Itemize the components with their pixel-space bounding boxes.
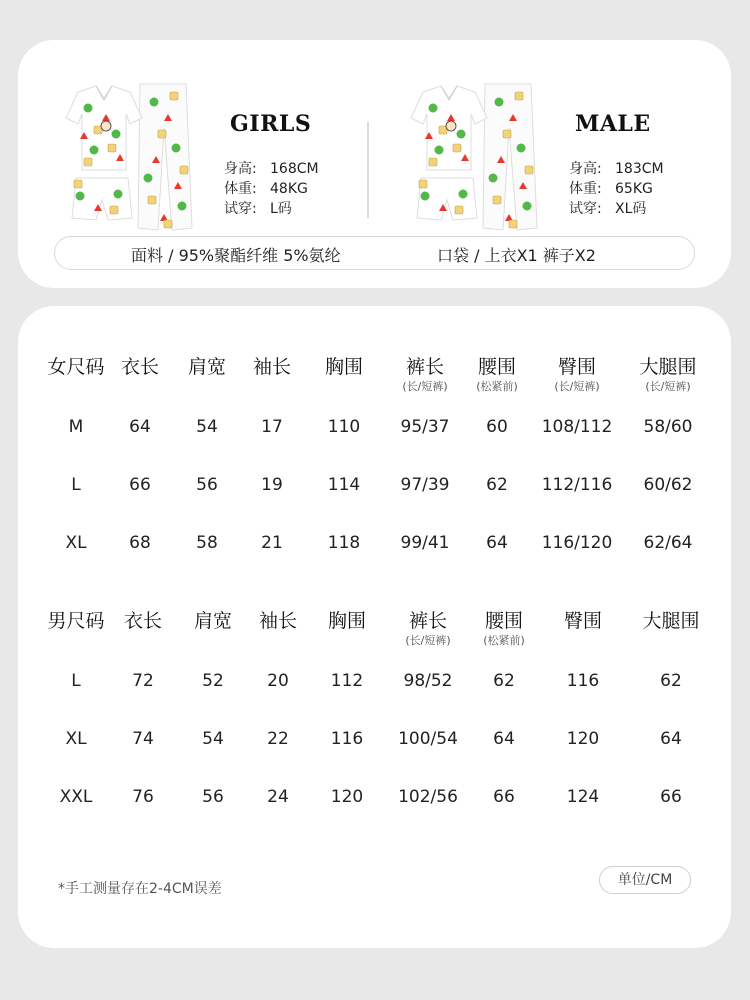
table-cell: 100/54 <box>398 729 458 749</box>
column-header-label: 肩宽 <box>193 610 233 632</box>
pattern-dot <box>90 146 99 155</box>
column-header-label: 臀围 <box>557 356 597 378</box>
pattern-dot <box>144 174 153 183</box>
table-cell: 58 <box>196 533 218 553</box>
pattern-dot <box>84 104 93 113</box>
column-header-label: 裤长 <box>408 610 448 632</box>
pattern-dot <box>459 190 468 199</box>
table-cell: 112 <box>330 671 364 691</box>
column-header <box>402 352 447 394</box>
table-cell: 22 <box>267 729 289 749</box>
pattern-square <box>515 92 523 100</box>
table-cell: 124 <box>566 787 600 807</box>
model-girls <box>58 66 358 236</box>
table-cell: 116 <box>566 671 600 691</box>
table-cell: 116 <box>330 729 364 749</box>
table-cell: 19 <box>261 475 283 495</box>
pattern-square <box>509 220 517 228</box>
pattern-square <box>180 166 188 174</box>
pattern-dot <box>114 190 123 199</box>
table-cell: 120 <box>330 787 364 807</box>
measurement-note: *手工测量存在2-4CM误差 <box>58 881 222 897</box>
table-cell: 102/56 <box>398 787 458 807</box>
table-cell: 120 <box>566 729 600 749</box>
spec-tryon-size: 试穿: L码 <box>224 201 292 217</box>
pattern-square <box>158 130 166 138</box>
pattern-square <box>170 92 178 100</box>
vertical-divider <box>367 122 369 218</box>
pattern-dot <box>178 202 187 211</box>
pattern-dot <box>112 130 121 139</box>
column-header-label: 腰围 <box>484 610 523 632</box>
column-header <box>639 352 696 394</box>
table-cell: 64 <box>493 729 515 749</box>
column-header-note: (松紧前) <box>483 634 525 647</box>
table-cell: 60/62 <box>643 475 693 495</box>
pattern-dot <box>150 98 159 107</box>
model-name: GIRLS <box>230 111 312 137</box>
pattern-dot <box>172 144 181 153</box>
table-cell: 60 <box>486 417 508 437</box>
pattern-dot <box>523 202 532 211</box>
pattern-square <box>74 180 82 188</box>
table-cell: 110 <box>327 417 361 437</box>
table-cell: 112/116 <box>541 475 613 495</box>
fabric-material: 面料 / 95%聚酯纤维 5%氨纶 <box>131 246 341 265</box>
table-cell: 56 <box>196 475 218 495</box>
pattern-dot <box>435 146 444 155</box>
column-header <box>405 606 450 648</box>
column-header <box>124 606 162 633</box>
table-cell: 116/120 <box>541 533 613 553</box>
pajama-photo-male <box>403 78 553 238</box>
table-cell: 76 <box>132 787 154 807</box>
spec-height: 身高: 183CM <box>569 161 664 177</box>
column-header-note: (松紧前) <box>476 380 518 393</box>
table-cell: 24 <box>267 787 289 807</box>
size-label: XXL <box>59 787 93 807</box>
pattern-dot <box>76 192 85 201</box>
pattern-square <box>429 158 437 166</box>
table-cell: 95/37 <box>400 417 450 437</box>
model-male <box>403 66 703 236</box>
pajama-photo-girls <box>58 78 208 238</box>
table-cell: 98/52 <box>403 671 453 691</box>
model-name: MALE <box>575 111 651 137</box>
table-cell: 62 <box>660 671 682 691</box>
table-cell: 20 <box>267 671 289 691</box>
column-header <box>47 352 104 379</box>
table-cell: 62 <box>486 475 508 495</box>
model-info-card <box>18 40 731 288</box>
column-header-note: (长/短裤) <box>645 380 691 393</box>
table-cell: 66 <box>129 475 151 495</box>
table-cell: 64 <box>486 533 508 553</box>
spec-weight: 体重: 65KG <box>569 181 653 197</box>
table-cell: 52 <box>202 671 224 691</box>
size-label: XL <box>65 533 87 553</box>
table-cell: 68 <box>129 533 151 553</box>
table-cell: 74 <box>132 729 154 749</box>
column-header-label: 袖长 <box>252 356 292 378</box>
column-header <box>476 352 518 394</box>
column-header <box>554 352 599 394</box>
table-cell: 97/39 <box>400 475 450 495</box>
column-header <box>642 606 699 633</box>
table-cell: 66 <box>660 787 682 807</box>
pattern-square <box>108 144 116 152</box>
column-header <box>328 606 366 633</box>
pattern-square <box>503 130 511 138</box>
pattern-square <box>525 166 533 174</box>
column-header-note: (长/短裤) <box>554 380 600 393</box>
pattern-square <box>453 144 461 152</box>
pattern-dot <box>457 130 466 139</box>
pattern-square <box>455 206 463 214</box>
table-cell: 114 <box>327 475 361 495</box>
pattern-dot <box>429 104 438 113</box>
character-face-icon <box>446 121 456 131</box>
pattern-dot <box>495 98 504 107</box>
column-header-label: 大腿围 <box>639 356 697 378</box>
column-header-label: 男尺码 <box>47 610 105 632</box>
table-cell: 54 <box>202 729 224 749</box>
pattern-square <box>164 220 172 228</box>
column-header <box>483 606 525 648</box>
column-header-label: 肩宽 <box>187 356 227 378</box>
column-header-label: 衣长 <box>120 356 160 378</box>
fabric-pockets: 口袋 / 上衣X1 裤子X2 <box>437 246 596 265</box>
table-cell: 21 <box>261 533 283 553</box>
column-header-label: 裤长 <box>405 356 445 378</box>
character-face-icon <box>101 121 111 131</box>
pattern-square <box>419 180 427 188</box>
pattern-dot <box>489 174 498 183</box>
column-header-label: 衣长 <box>123 610 163 632</box>
fabric-info-bar <box>54 236 695 270</box>
column-header-label: 袖长 <box>258 610 298 632</box>
size-label: M <box>68 417 84 437</box>
column-header-label: 大腿围 <box>642 610 700 632</box>
column-header-label: 腰围 <box>477 356 516 378</box>
pattern-square <box>148 196 156 204</box>
size-chart-card <box>18 306 731 948</box>
table-cell: 54 <box>196 417 218 437</box>
column-header-label: 胸围 <box>324 356 364 378</box>
column-header <box>188 352 226 379</box>
column-header <box>564 606 602 633</box>
spec-tryon-size: 试穿: XL码 <box>569 201 647 217</box>
spec-height: 身高: 168CM <box>224 161 319 177</box>
table-cell: 56 <box>202 787 224 807</box>
table-cell: 17 <box>261 417 283 437</box>
column-header-note: (长/短裤) <box>402 380 448 393</box>
column-header <box>121 352 159 379</box>
size-label: L <box>71 671 81 691</box>
column-header <box>259 606 297 633</box>
table-cell: 108/112 <box>541 417 613 437</box>
table-cell: 72 <box>132 671 154 691</box>
column-header <box>325 352 363 379</box>
pattern-square <box>110 206 118 214</box>
column-header-label: 胸围 <box>327 610 367 632</box>
spec-weight: 体重: 48KG <box>224 181 308 197</box>
column-header <box>194 606 232 633</box>
unit-badge: 单位/CM <box>599 866 691 894</box>
pattern-square <box>84 158 92 166</box>
column-header-label: 女尺码 <box>47 356 105 378</box>
table-cell: 66 <box>493 787 515 807</box>
column-header-note: (长/短裤) <box>405 634 451 647</box>
table-cell: 99/41 <box>400 533 450 553</box>
table-cell: 58/60 <box>643 417 693 437</box>
table-cell: 118 <box>327 533 361 553</box>
pattern-square <box>493 196 501 204</box>
table-cell: 62/64 <box>643 533 693 553</box>
column-header <box>47 606 104 633</box>
column-header <box>253 352 291 379</box>
table-cell: 64 <box>129 417 151 437</box>
column-header-label: 臀围 <box>563 610 603 632</box>
table-cell: 62 <box>493 671 515 691</box>
size-label: L <box>71 475 81 495</box>
pattern-dot <box>517 144 526 153</box>
table-cell: 64 <box>660 729 682 749</box>
size-label: XL <box>65 729 87 749</box>
pattern-dot <box>421 192 430 201</box>
